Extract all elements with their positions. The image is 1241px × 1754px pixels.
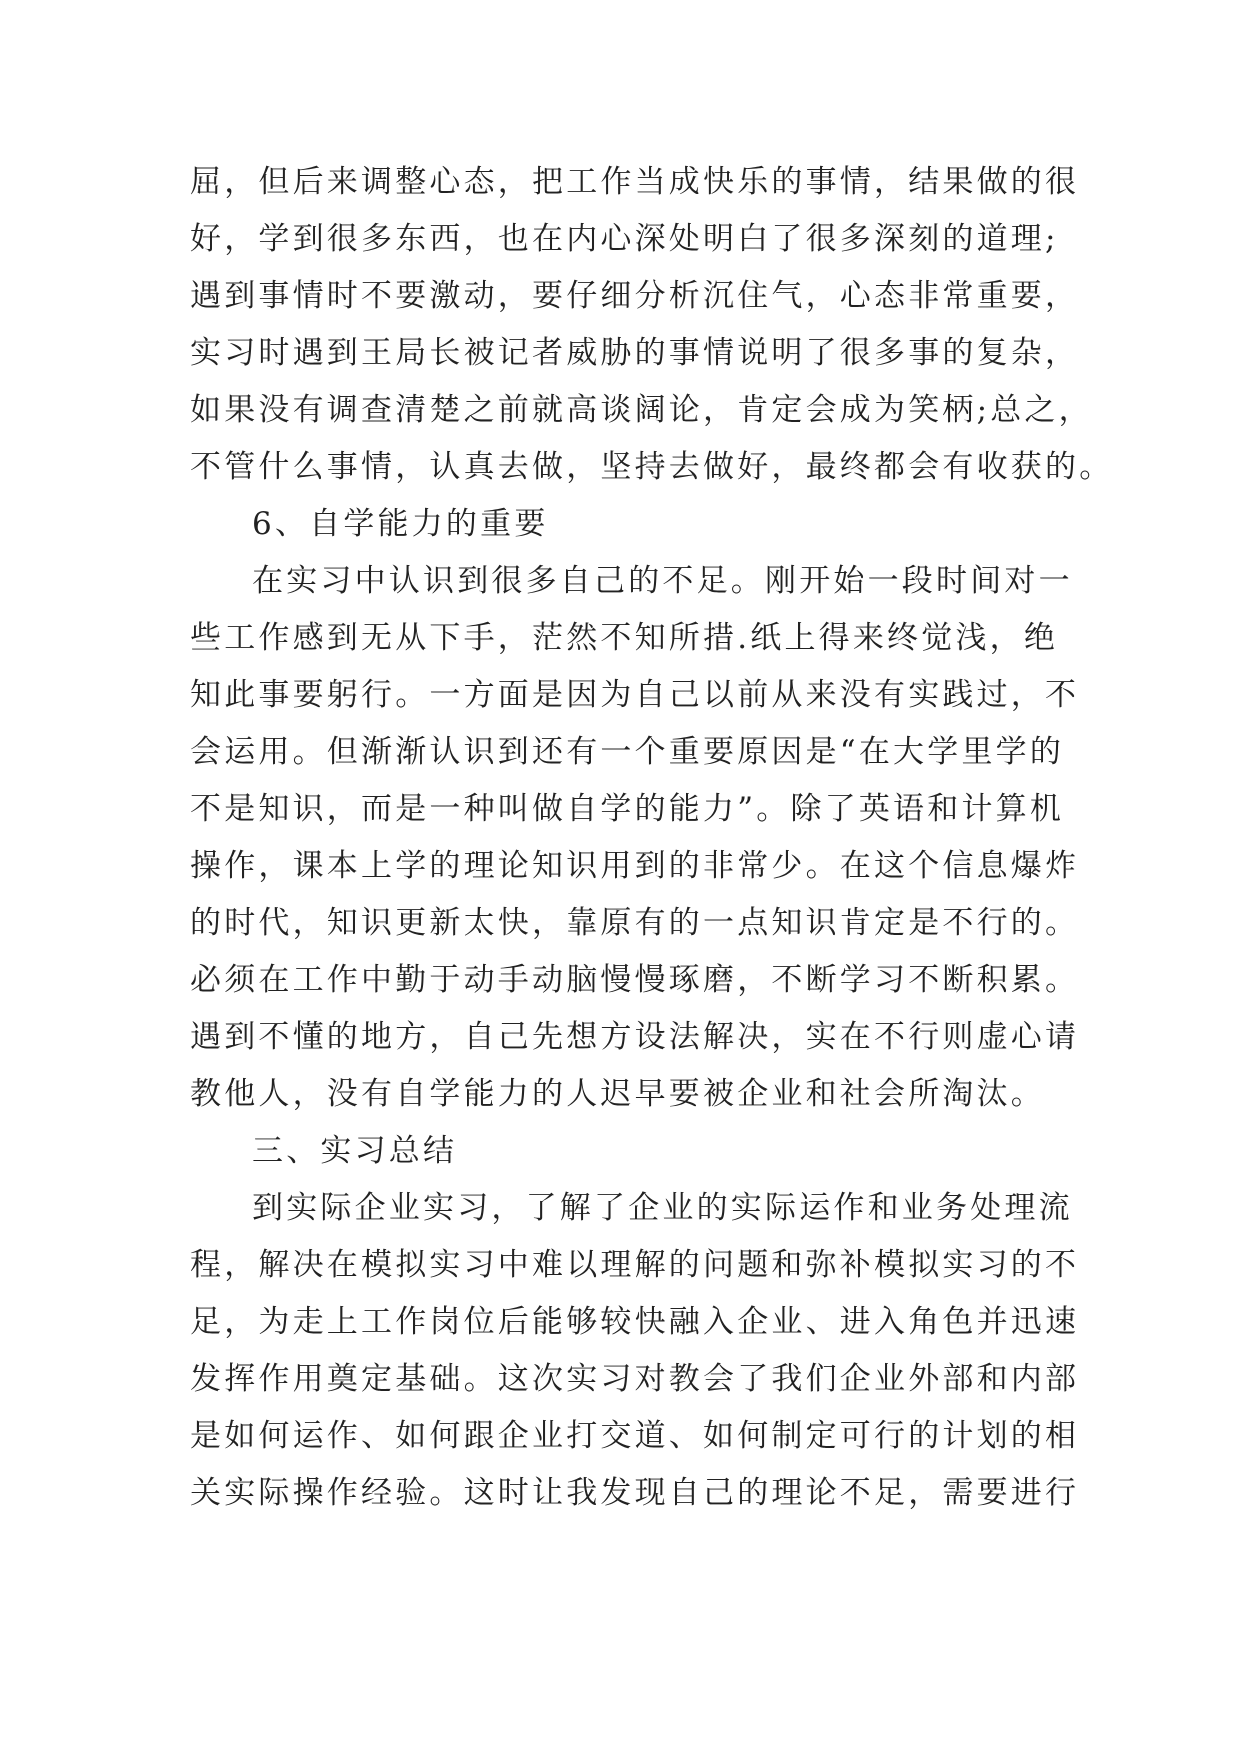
document-body [190, 154, 1114, 1522]
text-line: 不管什么事情，认真去做，坚持去做好，最终都会有收获的。 [190, 449, 1114, 485]
text-line: 是如何运作、如何跟企业打交道、如何制定可行的计划的相 [190, 1418, 1080, 1454]
text-line: 会运用。但渐渐认识到还有一个重要原因是“在大学里学的 [190, 734, 1065, 770]
text-line: 足，为走上工作岗位后能够较快融入企业、进入角色并迅速 [190, 1304, 1080, 1340]
text-line: 关实际操作经验。这时让我发现自己的理论不足，需要进行 [190, 1475, 1080, 1511]
text-line: 如果没有调查清楚之前就高谈阔论，肯定会成为笑柄;总之， [190, 392, 1093, 428]
text-line: 教他人，没有自学能力的人迟早要被企业和社会所淘汰。 [190, 1076, 1045, 1112]
text-line: 操作，课本上学的理论知识用到的非常少。在这个信息爆炸 [190, 848, 1080, 884]
text-line: 必须在工作中勤于动手动脑慢慢琢磨，不断学习不断积累。 [190, 962, 1080, 998]
text-line: 遇到事情时不要激动，要仔细分析沉住气，心态非常重要， [190, 278, 1080, 314]
text-line: 遇到不懂的地方，自己先想方设法解决，实在不行则虚心请 [190, 1019, 1080, 1055]
section-heading: 6、自学能力的重要 [252, 506, 549, 542]
text-line: 好，学到很多东西，也在内心深处明白了很多深刻的道理; [190, 221, 1059, 257]
text-line: 发挥作用奠定基础。这次实习对教会了我们企业外部和内部 [190, 1361, 1080, 1397]
text-line: 些工作感到无从下手，茫然不知所措.纸上得来终觉浅，绝 [190, 620, 1059, 656]
text-line: 实习时遇到王局长被记者威胁的事情说明了很多事的复杂， [190, 335, 1080, 371]
paragraph-first-line: 到实际企业实习，了解了企业的实际运作和业务处理流 [252, 1190, 1073, 1226]
text-line: 屈，但后来调整心态，把工作当成快乐的事情，结果做的很 [190, 164, 1080, 200]
text-line: 程，解决在模拟实习中难以理解的问题和弥补模拟实习的不 [190, 1247, 1080, 1283]
paragraph-first-line: 在实习中认识到很多自己的不足。刚开始一段时间对一 [252, 563, 1073, 599]
section-heading: 三、实习总结 [252, 1133, 458, 1169]
text-line: 的时代，知识更新太快，靠原有的一点知识肯定是不行的。 [190, 905, 1080, 941]
text-line: 知此事要躬行。一方面是因为自己以前从来没有实践过，不 [190, 677, 1080, 713]
text-line: 不是知识，而是一种叫做自学的能力”。除了英语和计算机 [190, 791, 1065, 827]
